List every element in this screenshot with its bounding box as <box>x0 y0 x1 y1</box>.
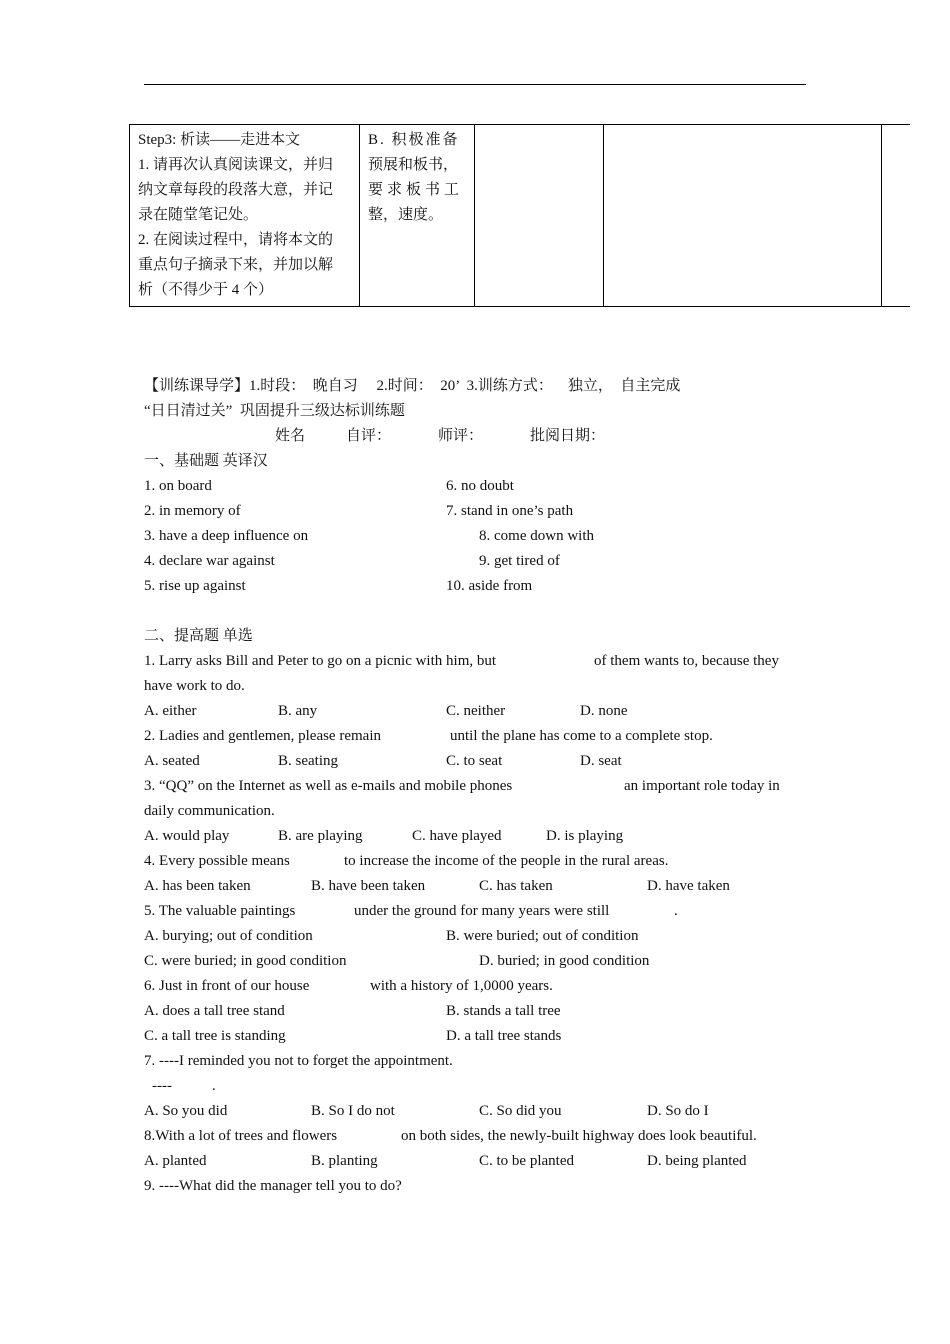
vocab-item: 10. aside from <box>446 578 533 594</box>
question-text: have work to do. <box>144 678 245 694</box>
question-text: ---- <box>152 1078 172 1094</box>
option: D. have taken <box>647 878 730 894</box>
option: A. has been taken <box>144 878 251 894</box>
vocab-item: 2. in memory of <box>144 503 241 519</box>
option: A. would play <box>144 828 230 844</box>
cell-line: 1. 请再次认真阅读课文，并归 <box>138 157 334 173</box>
question-text: of them wants to, because they <box>594 653 779 669</box>
option: A. planted <box>144 1153 207 1169</box>
empty-cell <box>604 125 882 307</box>
cell-line: 录在随堂笔记处。 <box>138 207 259 223</box>
question-text: on both sides, the newly-built highway does look beautiful. <box>401 1128 757 1144</box>
cell-line: 预展和板书， <box>368 157 459 173</box>
vocab-item: 4. declare war against <box>144 553 275 569</box>
question-text: . <box>212 1078 216 1094</box>
option: C. neither <box>446 703 506 719</box>
cell-line: 纳文章每段的段落大意，并记 <box>138 182 334 198</box>
question-text: 8.With a lot of trees and flowers <box>144 1128 338 1144</box>
option: C. has taken <box>479 878 553 894</box>
question-text: daily communication. <box>144 803 275 819</box>
option: D. none <box>580 703 628 719</box>
question-text: 9. ----What did the manager tell you to do? <box>144 1178 402 1194</box>
option: D. buried; in good condition <box>479 953 650 969</box>
basic-heading: 一、基础题 英译汉 <box>144 453 268 469</box>
vocab-item: 1. on board <box>144 478 212 494</box>
option: A. So you did <box>144 1103 228 1119</box>
table-row <box>130 125 911 307</box>
question-text: 3. “QQ” on the Internet as well as e-mails and mobile phones <box>144 778 513 794</box>
training-subtitle: “日日清过关” 巩固提升三级达标训练题 <box>144 403 405 419</box>
option: D. a tall tree stands <box>446 1028 562 1044</box>
self-eval-label: 自评： <box>346 428 392 444</box>
question-text: under the ground for many years were still <box>354 903 610 919</box>
option: B. have been taken <box>311 878 426 894</box>
question-text: 4. Every possible means <box>144 853 290 869</box>
option: C. a tall tree is standing <box>144 1028 286 1044</box>
cell-line: Step3: 析读——走进本文 <box>138 132 301 148</box>
option: B. So I do not <box>311 1103 395 1119</box>
requirement-cell <box>360 125 475 307</box>
question-text: 6. Just in front of our house <box>144 978 310 994</box>
cell-line: 整，速度。 <box>368 207 444 223</box>
option: D. is playing <box>546 828 624 844</box>
question-text: 5. The valuable paintings <box>144 903 296 919</box>
teacher-eval-label: 师评： <box>438 428 484 444</box>
option: C. to be planted <box>479 1153 574 1169</box>
option: D. seat <box>580 753 622 769</box>
option: C. to seat <box>446 753 503 769</box>
question-text: 1. Larry asks Bill and Peter to go on a picnic with him, but <box>144 653 497 669</box>
vocab-item: 5. rise up against <box>144 578 246 594</box>
cell-line: 要求板书工 <box>368 182 464 198</box>
option: A. does a tall tree stand <box>144 1003 285 1019</box>
question-text: 2. Ladies and gentlemen, please remain <box>144 728 381 744</box>
question-text: to increase the income of the people in the rural areas. <box>344 853 669 869</box>
option: C. So did you <box>479 1103 562 1119</box>
option: D. So do I <box>647 1103 709 1119</box>
advanced-heading: 二、提高题 单选 <box>144 628 253 644</box>
review-date-label: 批阅日期： <box>530 428 606 444</box>
empty-cell <box>475 125 604 307</box>
lesson-plan-table <box>129 124 910 307</box>
option: A. burying; out of condition <box>144 928 313 944</box>
option: A. either <box>144 703 197 719</box>
vocab-item: 7. stand in one’s path <box>446 503 574 519</box>
question-text: 7. ----I reminded you not to forget the appointment. <box>144 1053 453 1069</box>
question-text: an important role today in <box>624 778 780 794</box>
exercise-section <box>144 374 824 1214</box>
option: B. stands a tall tree <box>446 1003 561 1019</box>
option: B. planting <box>311 1153 378 1169</box>
cell-line: B. 积极准备 <box>368 132 460 148</box>
cell-line: 2. 在阅读过程中，请将本文的 <box>138 232 334 248</box>
name-label: 姓名 <box>275 428 306 444</box>
header-rule <box>144 84 806 85</box>
question-text: . <box>674 903 678 919</box>
empty-cell <box>882 125 911 307</box>
option: D. being planted <box>647 1153 747 1169</box>
option: B. are playing <box>278 828 363 844</box>
option: C. were buried; in good condition <box>144 953 347 969</box>
option: B. were buried; out of condition <box>446 928 639 944</box>
option: A. seated <box>144 753 200 769</box>
question-text: until the plane has come to a complete stop. <box>450 728 713 744</box>
cell-line: 析（不得少于 4 个） <box>138 282 274 298</box>
training-header: 【训练课导学】1.时段： 晚自习 2.时间： 20’ 3.训练方式： 独立， 自主完成 <box>144 378 681 394</box>
step3-cell <box>130 125 360 307</box>
vocab-item: 6. no doubt <box>446 478 514 494</box>
option: B. any <box>278 703 318 719</box>
option: C. have played <box>412 828 502 844</box>
question-text: with a history of 1,0000 years. <box>370 978 553 994</box>
vocab-item: 3. have a deep influence on <box>144 528 309 544</box>
cell-line: 重点句子摘录下来，并加以解 <box>138 257 334 273</box>
option: B. seating <box>278 753 338 769</box>
vocab-item: 8. come down with <box>479 528 594 544</box>
vocab-item: 9. get tired of <box>479 553 560 569</box>
